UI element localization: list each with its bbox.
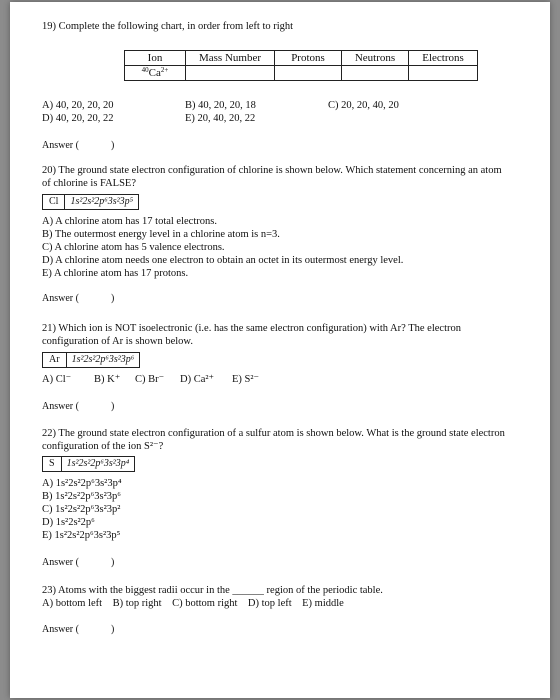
header-ion: Ion	[125, 51, 186, 66]
q21-choice-d: D) Ca²⁺	[180, 374, 215, 385]
q23-choices: A) bottom left B) top right C) bottom right D) top left E) middle	[42, 598, 344, 609]
q19-answer	[42, 140, 114, 151]
answer-label: Answer (	[42, 140, 79, 151]
header-mass-number: Mass Number	[186, 51, 275, 66]
q21-choice-b: B) K⁺	[94, 374, 121, 385]
q19-choice-c: C) 20, 20, 40, 20	[328, 100, 399, 111]
ion-charge: 2+	[160, 66, 169, 74]
q22-choice-d: D) 1s²2s²2p⁶	[42, 517, 95, 528]
q22-config-box	[42, 456, 135, 472]
q20-choice-d: D) A chlorine atom needs one electron to obtain an octet in its outermost energy level.	[42, 255, 404, 266]
header-electrons: Electrons	[409, 51, 478, 66]
q23-prompt: 23) Atoms with the biggest radii occur in the ______ region of the periodic table.	[42, 585, 383, 596]
electron-config: 1s²2s²2p⁶3s²3p⁵	[70, 196, 134, 207]
element-symbol: S	[43, 457, 62, 471]
q22-choice-c: C) 1s²2s²2p⁶3s²3p²	[42, 504, 121, 515]
q19-choice-e: E) 20, 40, 20, 22	[185, 113, 256, 124]
q21-prompt-line2: configuration of Ar is shown below.	[42, 336, 193, 347]
q22-answer	[42, 557, 114, 568]
q22-prompt-line1: 22) The ground state electron configuration of a sulfur atom is shown below. What is the ground state electron	[42, 428, 505, 439]
table-row	[125, 66, 478, 81]
header-protons: Protons	[275, 51, 342, 66]
q19-choice-b: B) 40, 20, 20, 18	[185, 100, 256, 111]
q21-choice-a: A) Cl⁻	[42, 374, 72, 385]
q20-prompt-line2: of chlorine is FALSE?	[42, 178, 136, 189]
element-symbol: Cl	[43, 195, 65, 209]
q23-answer	[42, 624, 114, 635]
q20-choice-b: B) The outermost energy level in a chlorine atom is n=3.	[42, 229, 280, 240]
answer-label: Answer (	[42, 401, 79, 412]
header-neutrons: Neutrons	[342, 51, 409, 66]
q19-choice-a: A) 40, 20, 20, 20	[42, 100, 114, 111]
q20-config-box	[42, 194, 139, 210]
q21-choice-c: C) Br⁻	[135, 374, 165, 385]
q19-chart-table	[124, 50, 478, 81]
q19-choice-d: D) 40, 20, 20, 22	[42, 113, 114, 124]
ion-symbol: Ca	[148, 67, 161, 79]
document-page	[10, 2, 550, 698]
electron-config: 1s²2s²2p⁶3s²3p⁴	[66, 458, 130, 469]
blank-cell	[409, 66, 478, 81]
answer-close: )	[110, 140, 115, 151]
ion-cell	[125, 66, 186, 81]
q22-choice-b: B) 1s²2s²2p⁶3s²3p⁶	[42, 491, 121, 502]
q20-choice-e: E) A chlorine atom has 17 protons.	[42, 268, 189, 279]
q21-prompt-line1: 21) Which ion is NOT isoelectronic (i.e. has the same electron configuration) with Ar? The electron	[42, 323, 461, 334]
answer-label: Answer (	[42, 293, 79, 304]
q20-choice-a: A) A chlorine atom has 17 total electrons.	[42, 216, 217, 227]
answer-close: )	[110, 401, 115, 412]
q19-prompt: 19) Complete the following chart, in order from left to right	[42, 21, 294, 32]
q20-prompt-line1: 20) The ground state electron configuration of chlorine is shown below. Which statement concerning an atom	[42, 165, 502, 176]
q21-answer	[42, 401, 114, 412]
answer-close: )	[110, 293, 115, 304]
element-symbol: Ar	[43, 353, 67, 367]
blank-cell	[275, 66, 342, 81]
electron-config: 1s²2s²2p⁶3s²3p⁶	[71, 354, 135, 365]
ion-mass: 40	[141, 66, 149, 74]
answer-close: )	[110, 624, 115, 635]
table-header-row	[125, 51, 478, 66]
q22-choice-e: E) 1s²2s²2p⁶3s²3p⁵	[42, 530, 121, 541]
q22-prompt-line2: configuration of the ion S²⁻?	[42, 441, 164, 452]
q21-choice-e: E) S²⁻	[232, 374, 260, 385]
blank-cell	[342, 66, 409, 81]
blank-cell	[186, 66, 275, 81]
q21-config-box	[42, 352, 140, 368]
q22-choice-a: A) 1s²2s²2p⁶3s²3p⁴	[42, 478, 122, 489]
answer-label: Answer (	[42, 624, 79, 635]
answer-label: Answer (	[42, 557, 79, 568]
q20-choice-c: C) A chlorine atom has 5 valence electrons.	[42, 242, 225, 253]
q20-answer	[42, 293, 114, 304]
answer-close: )	[110, 557, 115, 568]
